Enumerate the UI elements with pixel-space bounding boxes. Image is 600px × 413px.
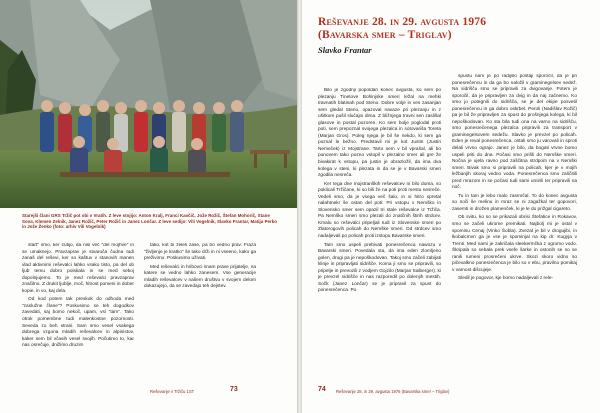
paragraph: start" smo, ker čutijo, da nisi več "del mojhve" in se umaknejo. Pravzaprav je stvaruča čudna tudi zanaš del reševi, ker so kaštuv v stanovih manen vlad aktivnimi reševalci lahko vsako tisto, pa del ob ljub temu dobro poiskala in se med seboj dopolnjujemo. To je med reševalci pravzaprav značilno. Z drukit ljublje, moč, hitrost pomeni in dober kopie, in vo, kaj dela. [22, 243, 134, 294]
page-number-left: 73 [230, 386, 238, 393]
left-page [0, 0, 297, 413]
right-column-1 [318, 88, 441, 393]
paragraph: Sledil je pogovor, kje bomo nadaljevali z rele- [458, 276, 554, 282]
group-photo-illustration [0, 0, 297, 208]
paragraph: Bilo je zgodnji popoldan konec avgusta, ko sem po plezanju Tinetove Bohinjske smeri ležal na mehki travnatih blatinah pod Steno. Dobre volje in ves zasanjan sem gledal Steno, opazoval navaze pri plezanju in z ušitkom pušil slučajni dima. Z bližnjega travni sen zaslišal glasove in postal pozoren. Ko sem bolje poglodal proti poti, sem prepoznal svojega plezalca in sotovariša Toreta (Marjan Gros). Poleg njega je bil še nekdo, ki sem ga poznal le bežno. Predstavil mi je kot Justin (Justin Nemeček) iz Mojstrane. Tarto sem v bil vprašal, ali bo ponovem tako pozno vstopil v plezalno smer ali gre že bivakirat k vstopu, pa justin je obrazložil, da ima dva kolega v steni, ki plezata in da se je v Bavarski smeri zgodila nesreča. [318, 88, 441, 179]
photo-caption: Starejši člani GRS Tržič pot obi v Vratih. Z leve stojijo: Anton Kralj, Franci Kavčič, Jože Rožič, Štefan Mohorič, Stane Sova, Klemen Zelnik, Janez Rožič, Peter Rožič in Janez Lončar. Z leve sedijo: Vili Vogelnik, Slavko Frantar, Matija Perko in Jože Ženko (foto: arhiv Vili Vogelnik) [22, 213, 278, 230]
article-title-line-1: Reševanje 28. in 29. avgusta 1976 [318, 16, 487, 28]
article-author: Slavko Frantar [318, 45, 372, 55]
left-column-1 [22, 243, 134, 395]
right-page [302, 0, 600, 413]
paragraph: Od kod potem tak preskok do odhoda med "zaslužne člane"? Poskusimo se teh dogodkov zavedati, saj bomo nekoč, upam, vsi "tam". Tako otrok pomembne tudi malenkostne pozornosti. Seveda zo beh strani. Sam smo vesel vsakega dobrega vzgona mladih reševalcev in alpinistov, kaker sem bil včasih vesel svojih. Počutimo to, kar nas osrečuje, dnižimo druzim [22, 297, 134, 349]
paragraph: Tu in tam je lebo malo zasmrčal. To do konec avgusta so noči še melinu in mraz se ni zagažkal ter gopovori, zasemti in drožen plamenček, ki je le do prižgal cigareto. [452, 193, 577, 212]
running-footer-right: Reševanje 28. in 29. avgusta 1976 (Bavarska smer – Triglav) [336, 389, 450, 394]
paragraph: Tam smo uspeli prebivati ponesrečenca nawozu v Bavarski smeri. Povedala sta, da ima eden zlomljeno golen, drugi pa je nepoškodovan. Takoj smo začeli zabijati klinje in pripravljati sidrišče. Koma ji smo se pripravili, so pripelje in prevozili z vodjem Gojzilo (Marjan Salberger), ki je prevzel sidrišče in nas razporedil po dolenjih mestih. Sočk (Janez Lončar) se je pripravil za spust do ponesrečenca. Po [318, 242, 441, 294]
left-column-2 [144, 243, 256, 363]
people-standing [40, 100, 244, 152]
paragraph: Ob svitu, ko so se prikazali obrisi Štefatice in Rokavov, smo se začeli ukrome premikati. Najbolj mi je ostal v spominu Cenaj (Vinko Šobla). Zvezal je bil v drogujibi, in lkobalcmvn ga je vse je spominjal na kip dr. Kugyja v Trenti. Med nami je zakričala sleekermčka z ogromo vodo. Škripala so sebala prek vsefe šarke in ostonih se so se ranili rumeni prosrečeni ukrve. Skozi skoro vidno so pičevalkno ponesrečenca je bilo so v ebu, pravilno pomikaj v varnost dišcujeje. [452, 215, 577, 273]
paragraph: spustu nam je po radijski postaji sporočil, da je pri ponesrečencu in da ga bo naložil v graminegelsev sedež. Na sidrišču smo se pripravili za dvigovanje. Potem je sporočil, da je pripravljen za dvig in da naj začnemo. Ko smo jo potegnili do sidrišča, se je del ekipe posvetil ponesrečencu in ga dobro oskrbel. Peroli (Nadišlav Rožič) pa je bil že pripravljen za spust do prošnjega kolega, ki bil nepoškodovan. Ko sta bila tudi ona na varno na sidrišču, smo ponesrečenega plezalca pripravili za transport v graminegelsovem sedežu. Slavko je prevzel po policah. Eden je reval ponesrečenca, ostali smo ju varovali in sproti delali vrvno ograjo. Janez je bilo, da bogati vrvne bomo uspeli priti do dna. Počasi smo prišli do Nemške smeri. Nočna je ujela ravno pod zaščitna strdpom na v Nemški smeri. Bivak smo si pripravili na policah, kjer je v mojih ležbanjih skoraj vedno voda. Ponesrečenca smo zaščitili pred mrazom in se počasi tudi sami umirili ter pripravili na noč. [452, 74, 577, 191]
article-title [318, 16, 558, 42]
paragraph: Med reševalci in hribovci imam prave prijatelje, na katere se vedno lahko zanesem. Vse generacije mladih reševalcev v našem društvu v svojem delom dokazujejo, da se zavedajo teh dejstev. [144, 264, 256, 290]
article-header [318, 16, 558, 55]
paragraph: Ker tega dne mojstranških reševalcev ni bilo doma, so poklicali Tržičane, ki so bili že na poti proti mestu nesreče. Vedeli smo, da je vsega več šalo, in si hitro spretal nalahtnekr še ostan del poti: Pri vstopu v Nemško in Slovensko smer sem opazil tri stale reševalce iz Tržiča. Pa Nemško smeri smo plezali do znatčnih štirih strdcev. Kmalu so reševalci pripeljali tudi iz Slovenske smeri po Zlatorogovih policah do Nemške smeri. Od strdcev smo nadaljevali po policah proti izstopu Bavarske smeri. [318, 181, 441, 240]
group-photo [0, 0, 297, 208]
paragraph: tako, kot bi želeli zase, pa bo vedno prav. Fraza "življenje je kratko" še tako drži in ni vseeno, kako ga preživimo. Poskusimo uživati. [144, 243, 256, 262]
page-number-right: 74 [318, 386, 326, 393]
right-column-2 [452, 74, 577, 392]
article-title-line-2: (Bavarska smer – Triglav) [318, 29, 452, 41]
running-footer-left: Reševanje v Tržiču 1ST [150, 389, 195, 394]
